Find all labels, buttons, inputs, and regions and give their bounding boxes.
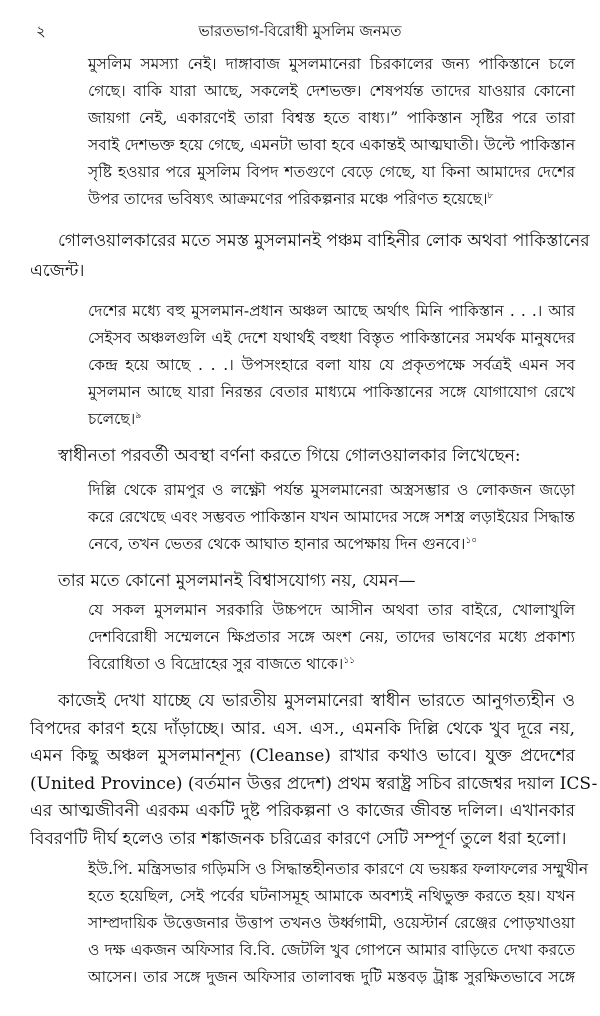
line-text: এর আত্মজীবনী এরকম একটি দুষ্ট পরিকল্পনা ও কাজের জীবন্ত দলিল। এখানকার bbox=[30, 801, 575, 821]
quote-line bbox=[88, 106, 575, 132]
quote-line bbox=[88, 160, 575, 186]
paragraph-line bbox=[30, 716, 575, 744]
line-text: মুসলিম সমস্যা নেই। দাঙ্গাবাজ মুসলমানেরা চিরকালের জন্য পাকিস্তানে চলে bbox=[88, 55, 575, 73]
line-text: ইউ.পি. মন্ত্রিসভার গড়িমসি ও সিদ্ধান্তহীনতার কারণে যে ভয়ঙ্কর ফলাফলের সম্মুখীন bbox=[88, 860, 589, 878]
quote-line bbox=[88, 380, 575, 406]
line-text: চলেছে। bbox=[88, 410, 136, 428]
paragraph-line bbox=[30, 743, 575, 771]
quote-line bbox=[88, 652, 575, 678]
quote-line bbox=[88, 625, 575, 651]
line-text: আসেন। তার সঙ্গে দুজন অফিসার তালাবন্ধ দুটি মস্তবড় ট্রাঙ্ক সুরক্ষিতভাবে সঙ্গে bbox=[88, 968, 575, 986]
line-text: বিপদের কারণ হয়ে দাঁড়াচ্ছে। আর. এস. এস., এমনকি দিল্লি থেকে খুব দূরে নয়, bbox=[30, 718, 575, 739]
line-text: বিবরণটি দীর্ঘ হলেও তার শঙ্কাজনক চরিত্রের কারণে সেটি সম্পূর্ণ তুলে ধরা হলো। bbox=[30, 828, 567, 849]
footnote-marker[interactable]: ১০ bbox=[465, 535, 478, 546]
line-text: গেছে। বাকি যারা আছে, সকলেই দেশভক্ত। শেষপর্যন্ত তাদের যাওয়ার কোনো bbox=[88, 82, 575, 100]
quote-line bbox=[88, 884, 575, 910]
running-title: ভারতভাগ-বিরোধী মুসলিম জনমত bbox=[198, 22, 402, 40]
quote-line bbox=[88, 52, 575, 78]
line-text: দিল্লি থেকে রামপুর ও লক্ষ্ণৌ পর্যন্ত মুসলমানেরা অস্ত্রসম্ভার ও লোকজন জড়ো bbox=[88, 481, 575, 499]
line-text: মুসলমান আছে যারা নিরন্তর বেতার মাধ্যমে পাকিস্তানের সঙ্গে যোগাযোগ রেখে bbox=[88, 383, 575, 401]
footnote-marker[interactable]: ৮ bbox=[487, 190, 494, 201]
line-text: দেশবিরোধী সম্মেলনে ক্ষিপ্রতার সঙ্গে অংশ নেয়, তাদের ভাষণের মধ্যে প্রকাশ্য bbox=[88, 628, 575, 646]
line-text: দেশের মধ্যে বহু মুসলমান-প্রধান অঞ্চল আছে অর্থাৎ মিনি পাকিস্তান . . .। আর bbox=[88, 302, 575, 320]
line-text: বিরোধিতা ও বিদ্রোহের সুর বাজতে থাকে। bbox=[88, 655, 344, 673]
quote-line bbox=[88, 938, 575, 964]
quote-line bbox=[88, 911, 575, 937]
line-text: জায়গা নেই, একারণেই তারা বিশ্বস্ত হতে বাধ্য।” পাকিস্তান সৃষ্টির পরে তারা bbox=[88, 109, 575, 127]
line-text: কেন্দ্র হয়ে আছে . . .। উপসংহারে বলা যায় যে প্রকৃতপক্ষে সর্বত্রই এমন সব bbox=[88, 356, 575, 374]
line-text: (United Province) (বর্তমান উত্তর প্রদেশ) প্রথম স্বরাষ্ট্র সচিব রাজেশ্বর দয়াল ICS- bbox=[30, 773, 598, 794]
line-text: এজেন্ট। bbox=[30, 261, 85, 281]
paragraph-line bbox=[30, 826, 575, 854]
page-number: ২ bbox=[36, 22, 46, 40]
line-text: উপর তাদের ভবিষ্যৎ আক্রমণের পরিকল্পনার মঞ্চে পরিণত হয়েছে। bbox=[88, 190, 488, 208]
line-text: তার মতে কোনো মুসলমানই বিশ্বাসযোগ্য নয়, যেমন— bbox=[58, 571, 416, 591]
line-text: গোলওয়ালকারের মতে সমস্ত মুসলমানই পঞ্চম বাহিনীর লোক অথবা পাকিস্তানের bbox=[58, 231, 590, 251]
quote-line bbox=[88, 353, 575, 379]
paragraph-line bbox=[58, 568, 575, 596]
paragraph-line bbox=[30, 258, 575, 286]
line-text: এমন কিছু অঞ্চল মুসলমানশূন্য (Cleanse) রাখার কথাও ভাবে। যুক্ত প্রদেশের bbox=[30, 746, 575, 766]
paragraph-line bbox=[58, 443, 575, 471]
quote-line bbox=[88, 187, 575, 213]
line-text: সৃষ্টি হওয়ার পরে মুসলিম বিপদ শতগুণে বেড়ে গেছে, যা কিনা আমাদের দেশের bbox=[88, 163, 575, 181]
quote-line bbox=[88, 133, 575, 159]
quote-line bbox=[88, 598, 575, 624]
paragraph-line bbox=[30, 771, 598, 799]
footnote-marker[interactable]: ৯ bbox=[135, 410, 142, 421]
quote-line bbox=[88, 857, 589, 883]
line-text: যে সকল মুসলমান সরকারি উচ্চপদে আসীন অথবা তার বাইরে, খোলাখুলি bbox=[88, 601, 575, 619]
footnote-marker[interactable]: ১১ bbox=[343, 655, 356, 666]
quote-line bbox=[88, 965, 575, 991]
line-text: সবাই দেশভক্ত হয়ে গেছে, এমনটা ভাবা হবে একান্তই আত্মঘাতী। উল্টে পাকিস্তান bbox=[88, 136, 576, 154]
quote-line bbox=[88, 407, 575, 433]
quote-line bbox=[88, 532, 575, 558]
line-text: সেইসব অঞ্চলগুলি এই দেশে যথার্থই বহুধা বিস্তৃত পাকিস্তানের সমর্থক মানুষদের bbox=[88, 329, 575, 347]
paragraph-line bbox=[30, 798, 575, 826]
paragraph-line bbox=[58, 688, 575, 716]
line-text: করে রেখেছে এবং সম্ভবত পাকিস্তান যখন আমাদের সঙ্গে সশস্ত্র লড়াইয়ের সিদ্ধান্ত bbox=[88, 508, 575, 526]
quote-line bbox=[88, 299, 575, 325]
quote-line bbox=[88, 79, 575, 105]
line-text: স্বাধীনতা পরবর্তী অবস্থা বর্ণনা করতে গিয়ে গোলওয়ালকার লিখেছেন: bbox=[58, 446, 521, 466]
line-text: ও দক্ষ একজন অফিসার বি.বি. জেটলি খুব গোপনে আমার বাড়িতে দেখা করতে bbox=[88, 941, 575, 959]
paragraph-line bbox=[58, 228, 590, 256]
quote-line bbox=[88, 326, 575, 352]
line-text: কাজেই দেখা যাচ্ছে যে ভারতীয় মুসলমানেরা স্বাধীন ভারতে আনুগত্যহীন ও bbox=[58, 691, 575, 711]
line-text: সাম্প্রদায়িক উত্তেজনার উত্তাপ তখনও উর্ধ্বগামী, ওয়েস্টার্ন রেঞ্জের পোড়খাওয়া bbox=[88, 914, 575, 932]
quote-line bbox=[88, 505, 575, 531]
quote-line bbox=[88, 478, 575, 504]
line-text: হতে হয়েছিল, সেই পর্বের ঘটনাসমূহ আমাকে অবশ্যই নথিভুক্ত করতে হয়। যখন bbox=[88, 887, 575, 905]
line-text: নেবে, তখন ভেতর থেকে আঘাত হানার অপেক্ষায় দিন গুনবে। bbox=[88, 535, 466, 553]
